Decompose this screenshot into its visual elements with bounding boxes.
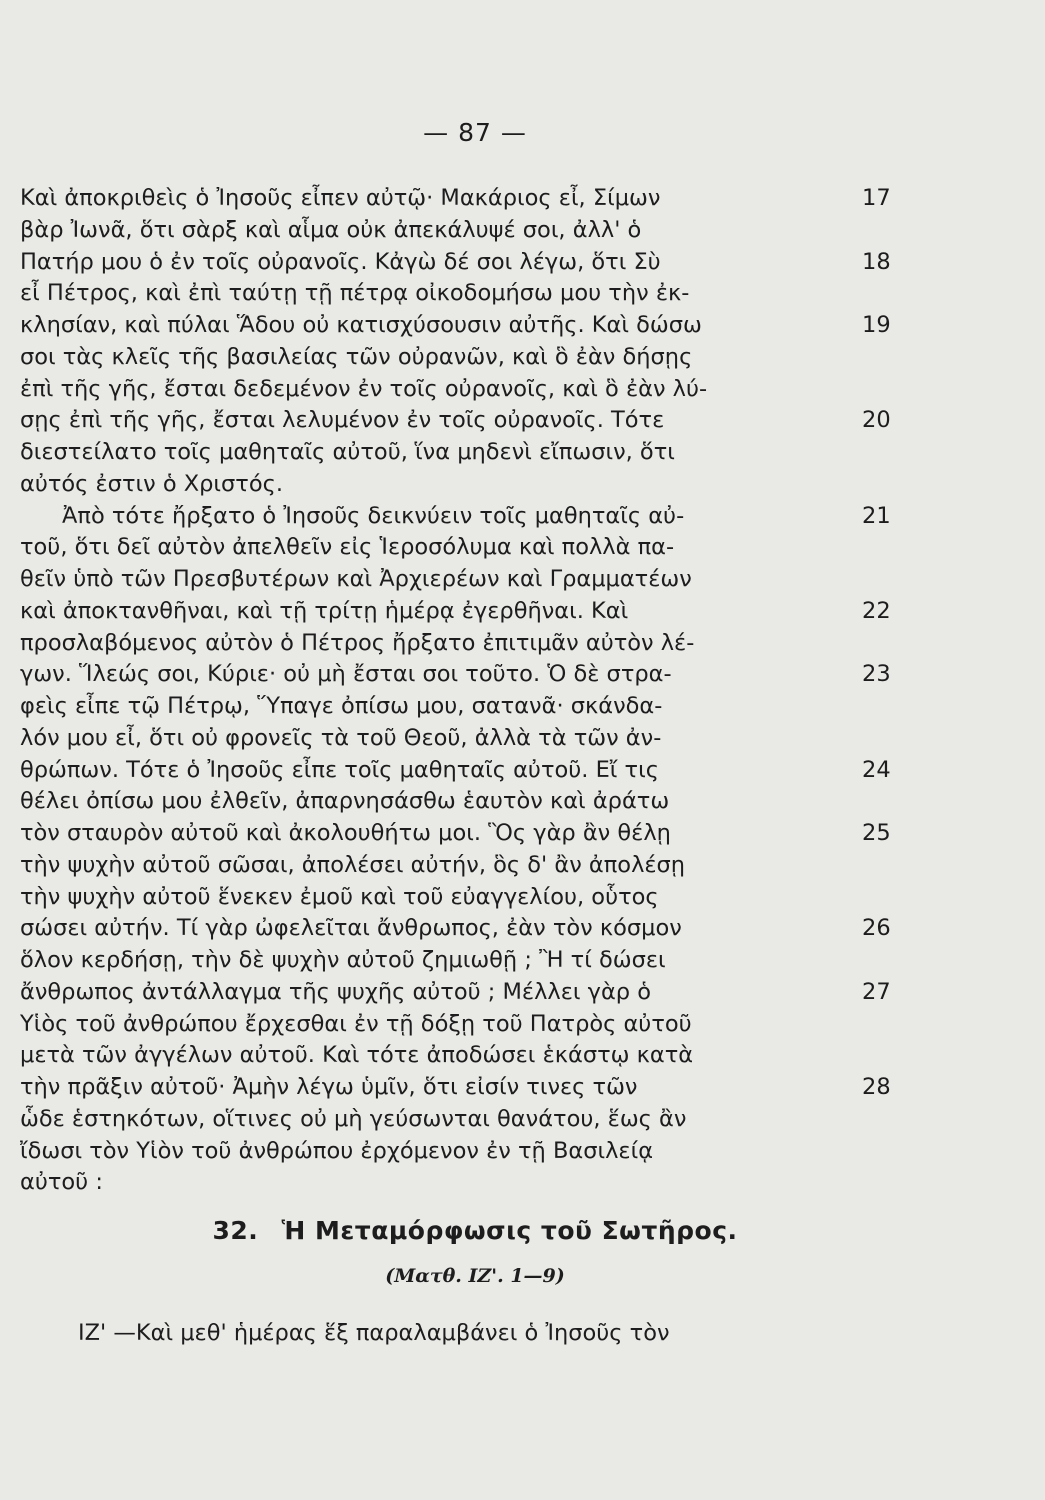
text-line xyxy=(20,501,891,533)
text-line xyxy=(20,183,891,215)
line-text: τὴν ψυχὴν αὐτοῦ σῶσαι, ἀπολέσει αὐτήν, ὃς δ' ἂν ἀπολέσῃ xyxy=(20,851,686,878)
line-text: ἄνθρωπος ἀντάλλαγμα τῆς ψυχῆς αὐτοῦ ; Μέλλει γὰρ ὁ xyxy=(20,978,651,1005)
line-text: τὸν σταυρὸν αὐτοῦ καὶ ἀκολουθήτω μοι. Ὃς γὰρ ἂν θέλῃ xyxy=(20,820,671,846)
text-line xyxy=(20,374,850,406)
verse-number: 28 xyxy=(862,1074,891,1100)
text-line xyxy=(20,1167,850,1199)
line-text: ἐπὶ τῆς γῆς, ἔσται δεδεμένον ἐν τοῖς οὐρανοῖς, καὶ ὃ ἐὰν λύ- xyxy=(20,375,708,402)
verse-number: 18 xyxy=(862,248,891,275)
line-text: καὶ ἀποκτανθῆναι, καὶ τῇ τρίτῃ ἡμέρᾳ ἐγερθῆναι. Καὶ xyxy=(20,597,629,624)
text-line xyxy=(20,405,891,437)
verse-number: 26 xyxy=(862,915,891,942)
line-text: Ἀπὸ τότε ἤρξατο ὁ Ἰησοῦς δεικνύειν τοῖς μαθηταῖς αὐ- xyxy=(62,502,685,529)
line-text: λόν μου εἶ, ὅτι οὐ φρονεῖς τὰ τοῦ Θεοῦ, ἀλλὰ τὰ τῶν ἀν- xyxy=(20,724,662,751)
line-text: φεὶς εἶπε τῷ Πέτρῳ, Ὕπαγε ὀπίσω μου, σατανᾶ· σκάνδα- xyxy=(20,693,663,719)
line-text: γων. Ἵλεώς σοι, Κύριε· οὐ μὴ ἔσται σοι τοῦτο. Ὁ δὲ στρα- xyxy=(20,661,672,688)
line-text: θρώπων. Τότε ὁ Ἰησοῦς εἶπε τοῖς μαθηταῖς αὐτοῦ. Εἴ τις xyxy=(20,756,659,783)
line-text: βὰρ Ἰωνᾶ, ὅτι σὰρξ καὶ αἷμα οὐκ ἀπεκάλυψέ σοι, ἀλλ' ὁ xyxy=(20,216,642,243)
text-line xyxy=(20,532,850,564)
text-line xyxy=(20,278,850,310)
line-text: σῃς ἐπὶ τῆς γῆς, ἔσται λελυμένον ἐν τοῖς οὐρανοῖς. Τότε xyxy=(20,407,665,434)
body-text xyxy=(20,183,891,1199)
text-line xyxy=(20,1136,850,1168)
verse-number: 23 xyxy=(862,661,891,688)
line-text: σοι τὰς κλεῖς τῆς βασιλείας τῶν οὐρανῶν, καὶ ὃ ἐὰν δήσῃς xyxy=(20,343,693,370)
text-line xyxy=(20,818,891,850)
line-text: κλησίαν, καὶ πύλαι Ἅδου οὐ κατισχύσουσιν αὐτῆς. Καὶ δώσω xyxy=(20,312,702,338)
text-line xyxy=(20,247,891,279)
verse-number: 22 xyxy=(862,597,891,624)
line-text: τοῦ, ὅτι δεῖ αὐτὸν ἀπελθεῖν εἰς Ἱεροσόλυμα καὶ πολλὰ πα- xyxy=(20,534,675,561)
text-line xyxy=(20,691,850,723)
text-line xyxy=(20,437,850,469)
line-text: ἴδωσι τὸν Υἱὸν τοῦ ἀνθρώπου ἐρχόμενον ἐν τῇ Βασιλείᾳ xyxy=(20,1137,654,1164)
text-line xyxy=(20,628,850,660)
text-line xyxy=(20,723,850,755)
text-line xyxy=(20,310,891,342)
text-line xyxy=(20,469,850,501)
line-text: αὐτοῦ : xyxy=(20,1169,103,1196)
line-text: ὧδε ἑστηκότων, οἵτινες οὐ μὴ γεύσωνται θανάτου, ἕως ἂν xyxy=(20,1105,687,1132)
line-text: Υἱὸς τοῦ ἀνθρώπου ἔρχεσθαι ἐν τῇ δόξῃ τοῦ Πατρὸς αὐτοῦ xyxy=(20,1010,692,1037)
line-text: εἶ Πέτρος, καὶ ἐπὶ ταύτῃ τῇ πέτρᾳ οἰκοδομήσω μου τὴν ἐκ- xyxy=(20,280,690,307)
text-line xyxy=(20,786,850,818)
line-text: Καὶ ἀποκριθεὶς ὁ Ἰησοῦς εἶπεν αὐτῷ· Μακάριος εἶ, Σίμων xyxy=(20,185,661,211)
section-heading xyxy=(0,1216,950,1245)
text-line xyxy=(20,977,891,1009)
verse-number: 19 xyxy=(862,312,891,338)
text-line xyxy=(20,596,891,628)
text-line xyxy=(20,850,850,882)
section-reference: (Ματθ. ΙΖ'. 1—9) xyxy=(385,1265,565,1287)
line-text: σώσει αὐτήν. Τί γὰρ ὠφελεῖται ἄνθρωπος, ἐὰν τὸν κόσμον xyxy=(20,915,682,942)
verse-number: 17 xyxy=(862,185,891,211)
line-text: τὴν πρᾶξιν αὐτοῦ· Ἀμὴν λέγω ὑμῖν, ὅτι εἰσίν τινες τῶν xyxy=(20,1074,638,1100)
text-line xyxy=(20,945,850,977)
section-title: Ἡ Μεταμόρφωσις τοῦ Σωτῆρος. xyxy=(281,1216,738,1245)
line-text: θέλει ὀπίσω μου ἐλθεῖν, ἀπαρνησάσθω ἑαυτὸν καὶ ἀράτω xyxy=(20,788,670,815)
line-text: μετὰ τῶν ἀγγέλων αὐτοῦ. Καὶ τότε ἀποδώσει ἑκάστῳ κατὰ xyxy=(20,1042,694,1069)
verse-number: 24 xyxy=(862,756,891,783)
page-number: — 87 — xyxy=(423,118,527,147)
line-text: τὴν ψυχὴν αὐτοῦ ἕνεκεν ἐμοῦ καὶ τοῦ εὐαγγελίου, οὗτος xyxy=(20,883,659,910)
section-number: 32. xyxy=(212,1216,259,1245)
verse-number: 25 xyxy=(862,820,891,846)
text-line xyxy=(20,913,891,945)
line-text: προσλαβόμενος αὐτὸν ὁ Πέτρος ἤρξατο ἐπιτιμᾶν αὐτὸν λέ- xyxy=(20,629,695,656)
line-text: Πατήρ μου ὁ ἐν τοῖς οὐρανοῖς. Κἀγὼ δέ σοι λέγω, ὅτι Σὺ xyxy=(20,248,661,275)
text-line xyxy=(20,215,850,247)
verse-number: 20 xyxy=(862,407,891,434)
line-text: θεῖν ὑπὸ τῶν Πρεσβυτέρων καὶ Ἀρχιερέων καὶ Γραμματέων xyxy=(20,566,692,592)
text-line xyxy=(20,1040,850,1072)
text-line xyxy=(20,1009,850,1041)
text-line xyxy=(20,564,850,596)
text-line xyxy=(20,1104,850,1136)
line-text: διεστείλατο τοῖς μαθηταῖς αὐτοῦ, ἵνα μηδενὶ εἴπωσιν, ὅτι xyxy=(20,439,675,465)
text-line xyxy=(20,342,850,374)
verse-number: 21 xyxy=(862,502,891,529)
text-line: ΙΖ' —Καὶ μεθ' ἡμέρας ἕξ παραλαμβάνει ὁ Ἰησοῦς τὸν xyxy=(78,1320,670,1346)
text-line xyxy=(20,755,891,787)
text-line xyxy=(20,1072,891,1104)
line-text: αὐτός ἐστιν ὁ Χριστός. xyxy=(20,470,283,497)
text-line xyxy=(20,882,850,914)
verse-number: 27 xyxy=(862,978,891,1005)
line-text: ὅλον κερδήσῃ, τὴν δὲ ψυχὴν αὐτοῦ ζημιωθῇ ; Ἢ τί δώσει xyxy=(20,947,666,973)
text-line xyxy=(20,659,891,691)
